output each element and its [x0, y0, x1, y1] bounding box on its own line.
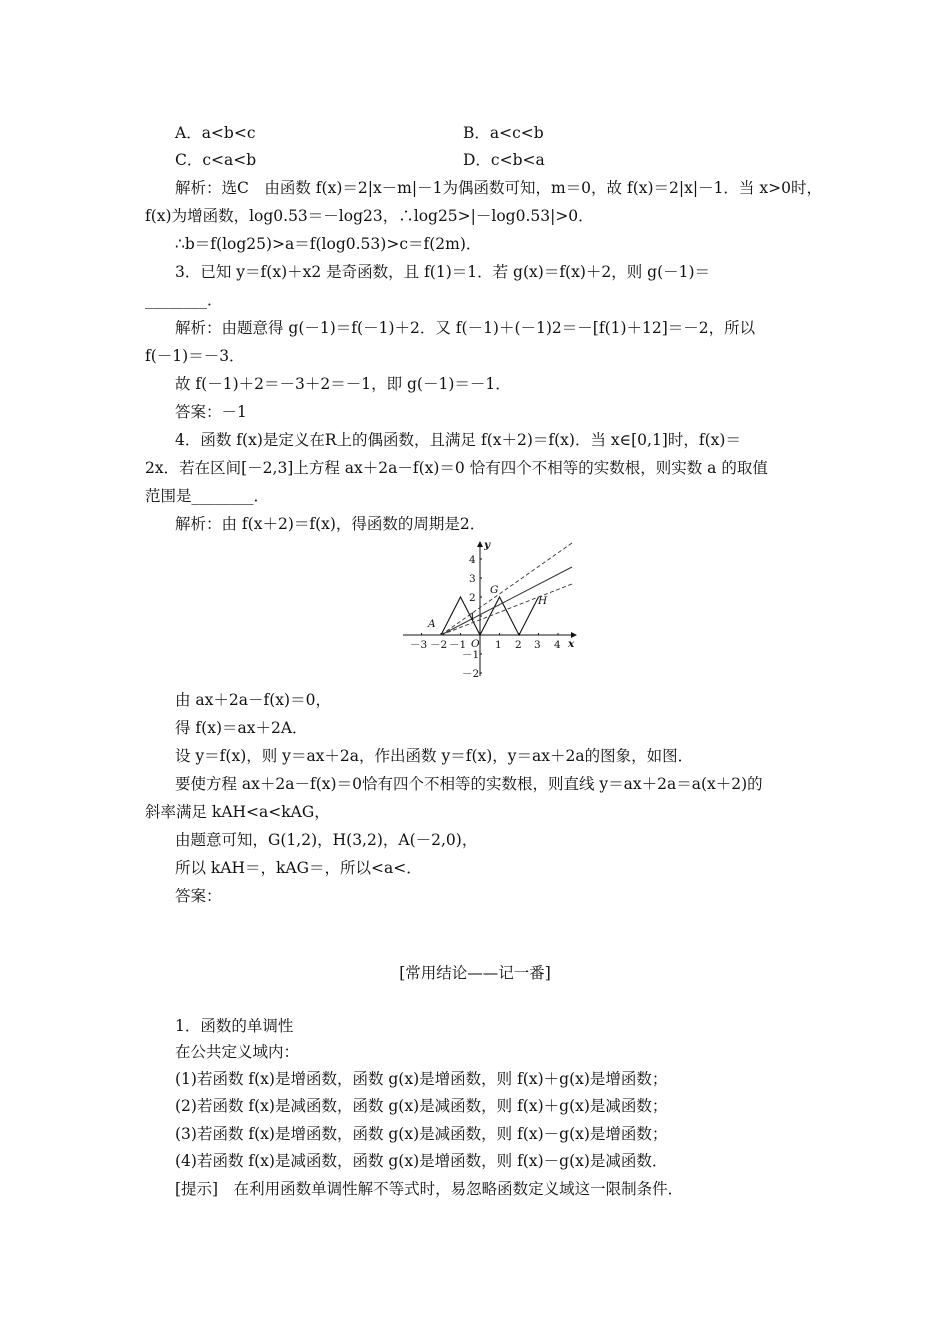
q3-solution-line3: 故 f(－1)＋2＝－3＋2＝－1，即 g(－1)＝－1． — [175, 375, 511, 393]
q3-solution-line1: 解析：由题意得 g(－1)＝f(－1)＋2．又 f(－1)＋(－1)2＝－[f(1)＋12]＝－2，所以 — [175, 319, 756, 337]
y-tick-label: 3 — [469, 573, 476, 585]
q4-solution-line1: 解析：由 f(x＋2)＝f(x)，得函数的周期是2． — [175, 515, 486, 533]
q4-stem-line2: 2x．若在区间[－2,3]上方程 ax＋2a－f(x)＝0 恰有四个不相等的实数根，则实数 a 的取值 — [145, 459, 768, 477]
section-topic-title: 1．函数的单调性 — [175, 1017, 294, 1035]
q4-stem-line3: 范围是________． — [145, 487, 270, 505]
q2-solution-line2: f(x)为增函数，log0.53＝－log23，∴log25>|－log0.53|>0． — [145, 207, 594, 225]
section-intro: 在公共定义域内： — [175, 1043, 300, 1061]
q3-solution-line2: f(－1)＝－3． — [145, 347, 245, 365]
y-tick-label: 1 — [469, 611, 476, 623]
x-tick-label: －2 — [430, 639, 448, 651]
option-d: D．c<b<a — [463, 151, 545, 169]
rule-1: (1)若函数 f(x)是增函数，函数 g(x)是增函数，则 f(x)＋g(x)是增函数； — [175, 1070, 668, 1088]
q4-solution-line6: 斜率满足 kAH<a<kAG， — [145, 803, 330, 821]
q3-answer: 答案：－1 — [175, 403, 247, 421]
x-tick-label: 4 — [554, 639, 561, 651]
line-mid-solid — [441, 567, 572, 635]
x-tick-label: 2 — [515, 639, 522, 651]
q4-answer: 答案： — [175, 887, 222, 905]
point-g-label: G — [490, 584, 499, 596]
q4-stem-line1: 4．函数 f(x)是定义在R上的偶函数，且满足 f(x＋2)＝f(x)．当 x∈[0,1]时，f(x)＝ — [175, 431, 741, 449]
function-graph-figure — [398, 538, 583, 680]
q3-stem-line1: 3．已知 y＝f(x)＋x2 是奇函数，且 f(1)＝1．若 g(x)＝f(x)＋2，则 g(－1)＝ — [175, 263, 711, 281]
option-c: C．c<a<b — [175, 151, 257, 169]
q3-stem-line2: ________． — [145, 291, 223, 309]
tip-note: [提示] 在利用函数单调性解不等式时，易忽略函数定义域这一限制条件． — [175, 1180, 684, 1198]
y-tick-label: －2 — [462, 668, 480, 680]
rule-3: (3)若函数 f(x)是增函数，函数 g(x)是减函数，则 f(x)－g(x)是增函数； — [175, 1125, 668, 1143]
q2-solution-line3: ∴b＝f(log25)>a＝f(log0.53)>c＝f(2m)． — [175, 235, 482, 253]
y-tick-label: －1 — [462, 649, 480, 661]
q4-solution-line5: 要使方程 ax＋2a－f(x)＝0恰有四个不相等的实数根，则直线 y＝ax＋2a＝a(x＋2)的 — [175, 775, 763, 793]
q4-solution-line4: 设 y＝f(x)，则 y＝ax＋2a，作出函数 y＝f(x)，y＝ax＋2a的图象，如图． — [175, 747, 694, 765]
x-tick-label: －1 — [449, 639, 467, 651]
section-heading: [常用结论——记一番] — [399, 964, 551, 982]
x-tick-label: 1 — [495, 639, 502, 651]
rule-4: (4)若函数 f(x)是减函数，函数 g(x)是增函数，则 f(x)－g(x)是减函数． — [175, 1152, 668, 1170]
option-b: B．a<c<b — [463, 124, 544, 142]
q2-solution-line1: 解析：选C 由函数 f(x)＝2|x－m|－1为偶函数可知，m＝0，故 f(x)＝2|x|－1．当 x>0时， — [175, 179, 822, 197]
option-a: A．a<b<c — [175, 124, 256, 142]
q4-solution-line7: 由题意可知，G(1,2)，H(3,2)，A(－2,0)， — [175, 831, 478, 849]
y-axis-label: y — [484, 539, 491, 551]
x-tick-label: －3 — [410, 639, 428, 651]
y-tick-label: 4 — [469, 554, 476, 566]
line-ag-dashed — [441, 543, 572, 635]
point-a-label: A — [428, 618, 436, 630]
q4-solution-line2: 由 ax＋2a－f(x)＝0， — [175, 691, 331, 709]
q4-solution-line3: 得 f(x)＝ax＋2A． — [175, 719, 308, 737]
point-h-label: H — [538, 595, 548, 607]
q4-solution-line8: 所以 kAH＝，kAG＝，所以<a<． — [175, 859, 422, 877]
rule-2: (2)若函数 f(x)是减函数，函数 g(x)是减函数，则 f(x)＋g(x)是减函数； — [175, 1097, 668, 1115]
x-tick-label: 3 — [534, 639, 541, 651]
origin-label: O — [471, 638, 480, 650]
y-tick-label: 2 — [469, 592, 476, 604]
x-axis-label: x — [568, 638, 575, 650]
